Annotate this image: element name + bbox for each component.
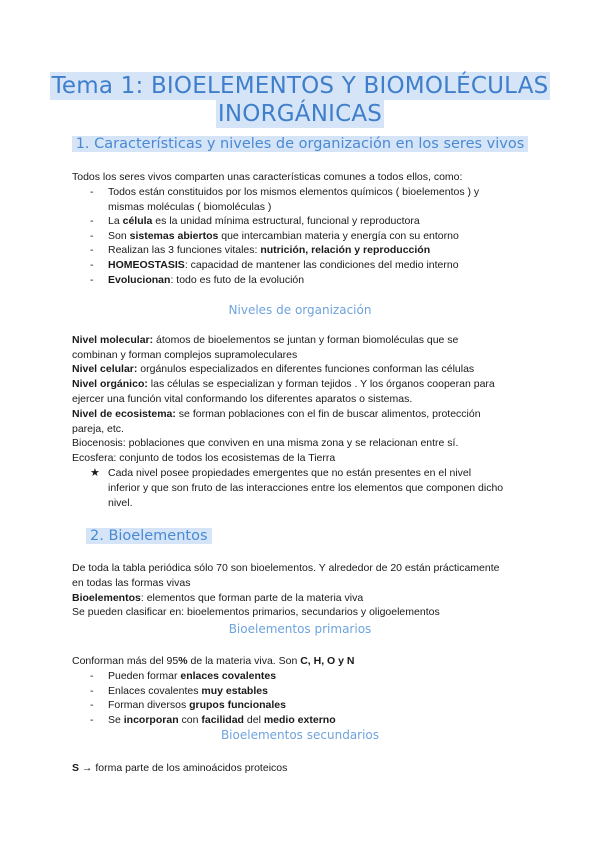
- section-1-heading: 1. Características y niveles de organización en los seres vivos: [0, 134, 600, 154]
- nivel-molecular-cont: combinan y forman complejos supramoleculares: [72, 349, 298, 361]
- bullet-marker: -: [90, 230, 94, 242]
- bullet-marker: -: [90, 244, 94, 256]
- bullet-marker: -: [90, 215, 94, 227]
- bioelementos-definition: Bioelementos: elementos que forman parte de la materia viva: [72, 592, 364, 604]
- star-item-line-2: inferior y que son fruto de las interacciones entre los elementos que componen dicho: [108, 482, 504, 494]
- bullet-marker: -: [90, 714, 94, 726]
- star-icon: ★: [90, 467, 100, 479]
- bullet-marker: -: [90, 685, 94, 697]
- section-2-paragraph-cont: en todas las formas vivas: [72, 577, 191, 589]
- bullet-marker: -: [90, 259, 94, 271]
- nivel-ecosistema: Nivel de ecosistema: se forman poblaciones con el fin de buscar alimentos, protección: [72, 408, 481, 420]
- nivel-organico: Nivel orgánico: las células se especializan y forman tejidos . Y los órganos cooperan para: [72, 378, 495, 390]
- bullet-marker: -: [90, 699, 94, 711]
- list-item: Evolucionan: todo es futo de la evolución: [108, 274, 305, 286]
- primarios-subheading: Bioelementos primarios: [228, 622, 372, 636]
- ecosfera: Ecosfera: conjunto de todos los ecosistemas de la Tierra: [72, 452, 336, 464]
- section-1-intro: Todos los seres vivos comparten unas características comunes a todos ellos, como:: [72, 171, 463, 183]
- page-title: [0, 72, 600, 128]
- list-item: Enlaces covalentes muy estables: [108, 685, 268, 697]
- section-2-heading: 2. Bioelementos: [86, 526, 212, 546]
- list-item: Todos están constituidos por los mismos elementos químicos ( bioelementos ) y: [108, 186, 480, 198]
- list-item: Realizan las 3 funciones vitales: nutrición, relación y reproducción: [108, 244, 431, 256]
- biocenosis: Biocenosis: poblaciones que conviven en una misma zona y se relacionan entre sí.: [72, 437, 459, 449]
- list-item-continuation: mismas moléculas ( biomoléculas ): [108, 201, 272, 213]
- list-item: Forman diversos grupos funcionales: [108, 699, 286, 711]
- section-2-paragraph: De toda la tabla periódica sólo 70 son bioelementos. Y alrededor de 20 están prácticamente: [72, 562, 500, 574]
- list-item: Se incorporan con facilidad del medio externo: [108, 714, 336, 726]
- title-line-2: INORGÁNICAS: [217, 101, 383, 127]
- nivel-molecular: Nivel molecular: átomos de bioelementos se juntan y forman biomoléculas que se: [72, 334, 459, 346]
- bullet-marker: -: [90, 670, 94, 682]
- niveles-subheading: Niveles de organización: [228, 303, 372, 317]
- bullet-marker: -: [90, 274, 94, 286]
- title-line-1: Tema 1: BIOELEMENTOS Y BIOMOLÉCULAS: [51, 73, 549, 99]
- nivel-organico-cont: ejercer una función vital conformando los diferentes aparatos o sistemas.: [72, 393, 413, 405]
- star-item-line-1: Cada nivel posee propiedades emergentes que no están presentes en el nivel: [108, 467, 472, 479]
- nivel-ecosistema-cont: pareja, etc.: [72, 423, 124, 435]
- azufre-line: S → forma parte de los aminoácidos proteicos: [72, 762, 288, 774]
- bullet-marker: -: [90, 186, 94, 198]
- star-item-line-3: nivel.: [108, 497, 133, 509]
- list-item: Pueden formar enlaces covalentes: [108, 670, 277, 682]
- secundarios-subheading: Bioelementos secundarios: [220, 728, 380, 742]
- primarios-intro: Conforman más del 95% de la materia viva. Son C, H, O y N: [72, 655, 355, 667]
- list-item: HOMEOSTASIS: capacidad de mantener las condiciones del medio interno: [108, 259, 459, 271]
- list-item: Son sistemas abiertos que intercambian materia y energía con su entorno: [108, 230, 459, 242]
- clasificacion: Se pueden clasificar en: bioelementos primarios, secundarios y oligoelementos: [72, 606, 440, 618]
- list-item: La célula es la unidad mínima estructural, funcional y reproductora: [108, 215, 420, 227]
- nivel-celular: Nivel celular: orgánulos especializados en diferentes funciones conforman las células: [72, 363, 475, 375]
